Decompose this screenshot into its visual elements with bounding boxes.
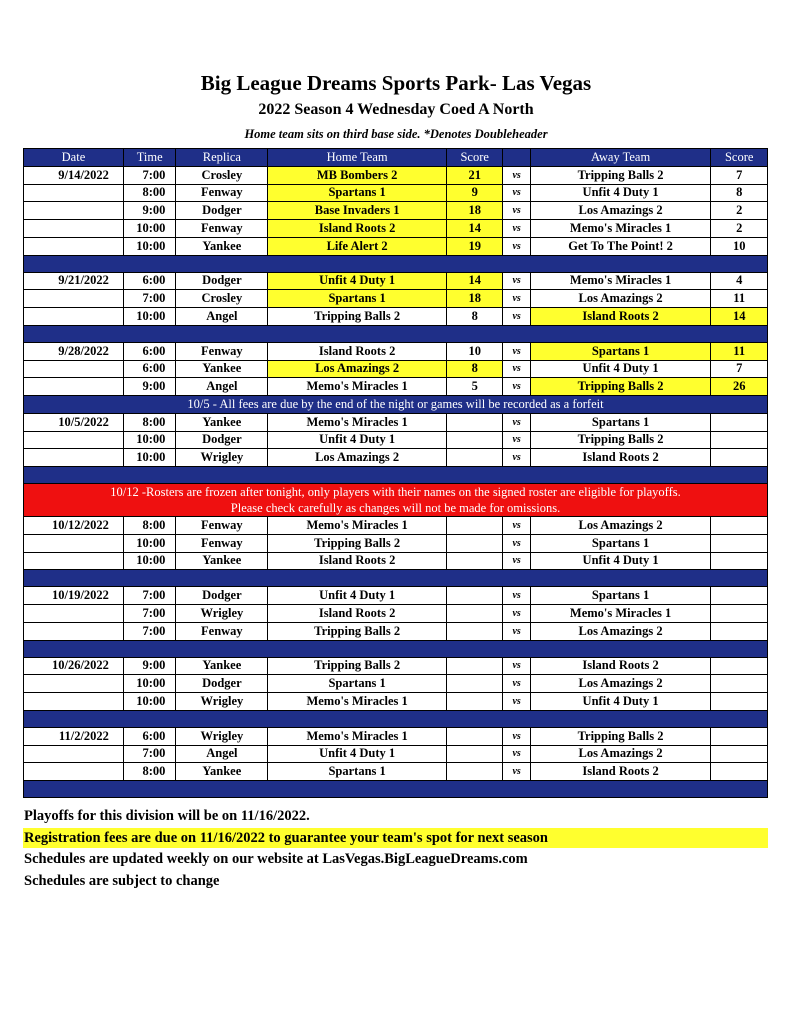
home-score: 5 (446, 378, 503, 396)
versus-label: vs (503, 693, 530, 711)
game-row (24, 622, 768, 640)
field-replica: Wrigley (176, 693, 268, 711)
away-team: Island Roots 2 (530, 763, 711, 781)
field-replica: Yankee (176, 657, 268, 675)
game-time: 9:00 (123, 657, 175, 675)
game-date (24, 378, 124, 396)
game-date (24, 534, 124, 552)
home-score (446, 534, 503, 552)
home-score: 8 (446, 360, 503, 378)
field-replica: Fenway (176, 184, 268, 202)
home-score (446, 552, 503, 570)
away-team: Tripping Balls 2 (530, 431, 711, 449)
schedule-table (23, 148, 768, 798)
home-team: Life Alert 2 (268, 237, 447, 255)
game-time: 7:00 (123, 587, 175, 605)
playoffs-note: Playoffs for this division will be on 11/16/2022. (24, 808, 310, 824)
home-score (446, 727, 503, 745)
spacer-row (24, 255, 768, 272)
home-team: Base Invaders 1 (268, 202, 447, 220)
col-away-team: Away Team (530, 149, 711, 167)
home-team: Tripping Balls 2 (268, 534, 447, 552)
field-replica: Crosley (176, 166, 268, 184)
home-team: Unfit 4 Duty 1 (268, 745, 447, 763)
spacer-row (24, 640, 768, 657)
spacer-row (24, 467, 768, 484)
field-replica: Fenway (176, 534, 268, 552)
spacer-bar (24, 255, 768, 272)
versus-label: vs (503, 605, 530, 623)
game-row (24, 552, 768, 570)
field-replica: Wrigley (176, 727, 268, 745)
game-date: 9/28/2022 (24, 342, 124, 360)
game-time: 8:00 (123, 517, 175, 535)
away-team: Spartans 1 (530, 413, 711, 431)
field-replica: Yankee (176, 413, 268, 431)
page-subtitle: 2022 Season 4 Wednesday Coed A North (258, 101, 534, 118)
game-row (24, 290, 768, 308)
away-score: 11 (711, 342, 768, 360)
home-team: Memo's Miracles 1 (268, 413, 447, 431)
away-score: 26 (711, 378, 768, 396)
alert-line-2: Please check carefully as changes will not be made for omissions. (230, 501, 561, 515)
game-time: 7:00 (123, 745, 175, 763)
website-note: Schedules are updated weekly on our website at LasVegas.BigLeagueDreams.com (24, 851, 528, 867)
away-team: Memo's Miracles 1 (530, 220, 711, 238)
versus-label: vs (503, 360, 530, 378)
game-row (24, 237, 768, 255)
away-score: 4 (711, 272, 768, 290)
home-score (446, 431, 503, 449)
home-score: 18 (446, 290, 503, 308)
home-score (446, 693, 503, 711)
game-time: 6:00 (123, 342, 175, 360)
game-date: 10/12/2022 (24, 517, 124, 535)
away-team: Los Amazings 2 (530, 622, 711, 640)
alert-row (24, 484, 768, 517)
home-score (446, 675, 503, 693)
field-replica: Dodger (176, 202, 268, 220)
home-score (446, 413, 503, 431)
game-date (24, 552, 124, 570)
versus-label: vs (503, 517, 530, 535)
spacer-row (24, 570, 768, 587)
versus-label: vs (503, 184, 530, 202)
home-score: 14 (446, 272, 503, 290)
game-time: 10:00 (123, 675, 175, 693)
spacer-row (24, 325, 768, 342)
home-team: Tripping Balls 2 (268, 622, 447, 640)
game-time: 10:00 (123, 308, 175, 326)
home-score (446, 605, 503, 623)
away-team: Unfit 4 Duty 1 (530, 184, 711, 202)
away-team: Unfit 4 Duty 1 (530, 552, 711, 570)
page-title: Big League Dreams Sports Park- Las Vegas (200, 71, 592, 95)
home-team: Tripping Balls 2 (268, 657, 447, 675)
game-date (24, 745, 124, 763)
away-team: Island Roots 2 (530, 449, 711, 467)
change-note: Schedules are subject to change (24, 873, 220, 889)
game-date: 9/21/2022 (24, 272, 124, 290)
game-time: 7:00 (123, 622, 175, 640)
away-team: Memo's Miracles 1 (530, 272, 711, 290)
game-row (24, 675, 768, 693)
away-score (711, 517, 768, 535)
game-date: 10/5/2022 (24, 413, 124, 431)
game-time: 10:00 (123, 693, 175, 711)
game-date (24, 184, 124, 202)
registration-text: Registration fees are due on 11/16/2022 to guarantee your team's spot for next season (24, 830, 548, 846)
versus-label: vs (503, 675, 530, 693)
home-team: Memo's Miracles 1 (268, 727, 447, 745)
versus-label: vs (503, 342, 530, 360)
home-team: Island Roots 2 (268, 342, 447, 360)
versus-label: vs (503, 657, 530, 675)
versus-label: vs (503, 431, 530, 449)
away-team: Spartans 1 (530, 342, 711, 360)
field-replica: Dodger (176, 272, 268, 290)
away-team: Island Roots 2 (530, 657, 711, 675)
game-time: 10:00 (123, 449, 175, 467)
away-team: Unfit 4 Duty 1 (530, 693, 711, 711)
game-date (24, 290, 124, 308)
game-row (24, 272, 768, 290)
game-row (24, 342, 768, 360)
spacer-bar (24, 781, 768, 798)
game-date (24, 202, 124, 220)
home-score (446, 449, 503, 467)
game-row (24, 378, 768, 396)
versus-label: vs (503, 763, 530, 781)
away-team: Memo's Miracles 1 (530, 605, 711, 623)
home-team: MB Bombers 2 (268, 166, 447, 184)
away-score (711, 534, 768, 552)
col-time: Time (123, 149, 175, 167)
game-date (24, 605, 124, 623)
game-time: 10:00 (123, 220, 175, 238)
versus-label: vs (503, 202, 530, 220)
game-row (24, 587, 768, 605)
away-score (711, 449, 768, 467)
away-score (711, 675, 768, 693)
versus-label: vs (503, 534, 530, 552)
home-team: Spartans 1 (268, 184, 447, 202)
col-date: Date (24, 149, 124, 167)
field-replica: Angel (176, 308, 268, 326)
game-row (24, 727, 768, 745)
field-replica: Fenway (176, 517, 268, 535)
spacer-row (24, 710, 768, 727)
home-score (446, 587, 503, 605)
game-date (24, 763, 124, 781)
game-date: 10/26/2022 (24, 657, 124, 675)
game-row (24, 166, 768, 184)
away-score: 2 (711, 220, 768, 238)
game-row (24, 517, 768, 535)
away-team: Los Amazings 2 (530, 675, 711, 693)
spacer-bar (24, 640, 768, 657)
game-row (24, 184, 768, 202)
game-time: 10:00 (123, 552, 175, 570)
game-date: 9/14/2022 (24, 166, 124, 184)
col-away-score: Score (711, 149, 768, 167)
alert-line-1: 10/12 -Rosters are frozen after tonight, only players with their names on the signed roster are eligible for playoffs. (110, 485, 681, 499)
versus-label: vs (503, 449, 530, 467)
home-team: Island Roots 2 (268, 220, 447, 238)
away-score (711, 431, 768, 449)
home-score (446, 517, 503, 535)
versus-label: vs (503, 587, 530, 605)
away-score (711, 693, 768, 711)
away-score (711, 622, 768, 640)
versus-label: vs (503, 166, 530, 184)
field-replica: Yankee (176, 360, 268, 378)
away-team: Tripping Balls 2 (530, 378, 711, 396)
game-date (24, 237, 124, 255)
game-date (24, 449, 124, 467)
field-replica: Dodger (176, 431, 268, 449)
away-score: 2 (711, 202, 768, 220)
home-score (446, 657, 503, 675)
game-time: 7:00 (123, 605, 175, 623)
home-team: Memo's Miracles 1 (268, 378, 447, 396)
away-score: 11 (711, 290, 768, 308)
spacer-bar (24, 467, 768, 484)
home-score: 8 (446, 308, 503, 326)
game-date: 11/2/2022 (24, 727, 124, 745)
field-replica: Fenway (176, 220, 268, 238)
away-team: Los Amazings 2 (530, 202, 711, 220)
game-date (24, 220, 124, 238)
game-date: 10/19/2022 (24, 587, 124, 605)
away-score (711, 727, 768, 745)
game-time: 8:00 (123, 184, 175, 202)
game-date (24, 308, 124, 326)
home-team: Memo's Miracles 1 (268, 517, 447, 535)
notice-text: 10/5 - All fees are due by the end of the night or games will be recorded as a forfeit (24, 396, 768, 414)
alert-banner (24, 484, 768, 517)
versus-label: vs (503, 622, 530, 640)
field-replica: Angel (176, 745, 268, 763)
game-row (24, 202, 768, 220)
home-team: Island Roots 2 (268, 552, 447, 570)
away-team: Get To The Point! 2 (530, 237, 711, 255)
versus-label: vs (503, 727, 530, 745)
game-time: 6:00 (123, 727, 175, 745)
game-row (24, 534, 768, 552)
col-home-team: Home Team (268, 149, 447, 167)
away-team: Tripping Balls 2 (530, 727, 711, 745)
field-replica: Yankee (176, 763, 268, 781)
away-team: Los Amazings 2 (530, 745, 711, 763)
col-home-score: Score (446, 149, 503, 167)
home-team: Unfit 4 Duty 1 (268, 272, 447, 290)
game-time: 6:00 (123, 360, 175, 378)
home-team: Spartans 1 (268, 763, 447, 781)
field-replica: Yankee (176, 552, 268, 570)
away-score (711, 587, 768, 605)
versus-label: vs (503, 413, 530, 431)
game-row (24, 413, 768, 431)
game-row (24, 745, 768, 763)
game-row (24, 308, 768, 326)
home-team: Memo's Miracles 1 (268, 693, 447, 711)
away-team: Los Amazings 2 (530, 290, 711, 308)
away-score (711, 745, 768, 763)
game-row (24, 605, 768, 623)
versus-label: vs (503, 552, 530, 570)
game-row (24, 431, 768, 449)
spacer-bar (24, 325, 768, 342)
game-time: 10:00 (123, 534, 175, 552)
game-time: 8:00 (123, 763, 175, 781)
home-team: Unfit 4 Duty 1 (268, 431, 447, 449)
home-score (446, 622, 503, 640)
game-row (24, 693, 768, 711)
spacer-row (24, 781, 768, 798)
away-score (711, 657, 768, 675)
home-score (446, 745, 503, 763)
versus-label: vs (503, 272, 530, 290)
spacer-bar (24, 570, 768, 587)
home-score: 19 (446, 237, 503, 255)
game-date (24, 622, 124, 640)
home-team: Unfit 4 Duty 1 (268, 587, 447, 605)
away-score: 7 (711, 166, 768, 184)
game-time: 9:00 (123, 202, 175, 220)
home-team: Island Roots 2 (268, 605, 447, 623)
game-row (24, 220, 768, 238)
away-score: 10 (711, 237, 768, 255)
home-team: Spartans 1 (268, 675, 447, 693)
game-row (24, 449, 768, 467)
home-score: 18 (446, 202, 503, 220)
field-replica: Yankee (176, 237, 268, 255)
registration-note (23, 828, 768, 848)
game-row (24, 763, 768, 781)
home-team: Tripping Balls 2 (268, 308, 447, 326)
away-team: Spartans 1 (530, 587, 711, 605)
home-score: 9 (446, 184, 503, 202)
versus-label: vs (503, 308, 530, 326)
home-team: Spartans 1 (268, 290, 447, 308)
field-replica: Wrigley (176, 605, 268, 623)
versus-label: vs (503, 745, 530, 763)
home-score: 10 (446, 342, 503, 360)
game-time: 7:00 (123, 290, 175, 308)
away-team: Tripping Balls 2 (530, 166, 711, 184)
field-replica: Fenway (176, 342, 268, 360)
away-score (711, 413, 768, 431)
field-replica: Angel (176, 378, 268, 396)
away-score: 8 (711, 184, 768, 202)
game-time: 10:00 (123, 431, 175, 449)
field-replica: Dodger (176, 675, 268, 693)
away-team: Spartans 1 (530, 534, 711, 552)
col-replica: Replica (176, 149, 268, 167)
field-replica: Fenway (176, 622, 268, 640)
header-row (24, 149, 768, 167)
versus-label: vs (503, 290, 530, 308)
versus-label: vs (503, 220, 530, 238)
game-date (24, 360, 124, 378)
game-date (24, 693, 124, 711)
away-team: Island Roots 2 (530, 308, 711, 326)
versus-label: vs (503, 378, 530, 396)
away-score (711, 605, 768, 623)
away-score: 7 (711, 360, 768, 378)
game-time: 9:00 (123, 378, 175, 396)
home-score (446, 763, 503, 781)
field-replica: Wrigley (176, 449, 268, 467)
game-time: 6:00 (123, 272, 175, 290)
away-team: Los Amazings 2 (530, 517, 711, 535)
spacer-bar (24, 710, 768, 727)
game-time: 7:00 (123, 166, 175, 184)
home-score: 21 (446, 166, 503, 184)
col-vs (503, 149, 530, 167)
home-team: Los Amazings 2 (268, 449, 447, 467)
notice-row (24, 396, 768, 414)
home-team: Los Amazings 2 (268, 360, 447, 378)
versus-label: vs (503, 237, 530, 255)
game-date (24, 431, 124, 449)
game-time: 10:00 (123, 237, 175, 255)
field-replica: Dodger (176, 587, 268, 605)
game-time: 8:00 (123, 413, 175, 431)
away-team: Unfit 4 Duty 1 (530, 360, 711, 378)
schedule-note: Home team sits on third base side. *Denotes Doubleheader (244, 127, 548, 141)
game-row (24, 657, 768, 675)
field-replica: Crosley (176, 290, 268, 308)
away-score: 14 (711, 308, 768, 326)
away-score (711, 552, 768, 570)
away-score (711, 763, 768, 781)
game-row (24, 360, 768, 378)
home-score: 14 (446, 220, 503, 238)
game-date (24, 675, 124, 693)
